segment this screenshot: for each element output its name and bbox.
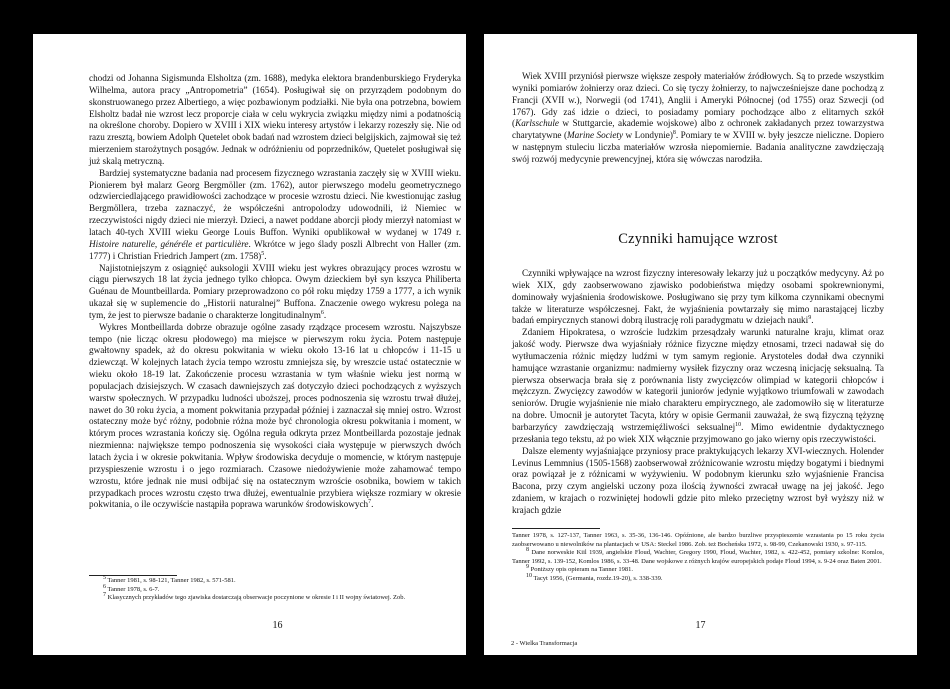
paragraph: Zdaniem Hipokratesa, o wzroście ludzkim przesądzały warunki naturalne kraju, klimat oraz jakość wody. Pierwsze dwa wyjaśniały różnice fizyczne między etnosami, trzeci nadawał się do wytłumaczenia różnic między ludźmi w tym samym regionie. Arystoteles dodał dwa czynniki hamujące wzrastanie organizmu: nadmierny wysiłek fizyczny oraz wczesną inicjację seksualną. Ta pierwsza obserwacja brała się z porównania listy zwycięzców olimpiad w kategorii chłopców i mężczyzn. Zwycięzcy zawodów w kategorii juniorów jedynie wyjątkowo triumfowali w zawodach seniorów. Drugie wyjaśnienie nie miało charakteru empirycznego, ale zadomowiło się w literaturze na dobre. Umocnił je autorytet Tacyta, który w opisie Germanii zauważał, że swą fizyczną tężyznę barbarzyńcy zawdzięczają wstrzemięźliwości seksualnej$^{10}$. Mimo ewidentnie dydaktycznego przesłania tego tekstu, aż po wiek XIX włącznie przyjmowano go jako wierny opis rzeczywistości. <box>512 327 884 444</box>
left-footnotes <box>89 574 461 603</box>
footnote: $^{10}$ Tacyt 1956, (Germania, rozdz.19-20), s. 338-339. <box>526 572 663 582</box>
page-footer: 2 - Wielka Transformacja <box>511 640 578 647</box>
paragraph: Czynniki wpływające na wzrost fizyczny interesowały lekarzy już u początków medycyny. Aż po wiek XIX, gdy zaobserwowano zjawisko podobieństwa między osobami spokrewnionymi, dominowały wyjaśnienia środowiskowe. Posługiwano się przy tym kilkoma czynnikami obecnymi także w literaturze współczesnej. Fakt, że wyjaśnienia powtarzały się mimo narastającej liczby badań empirycznych stanowi dobrą ilustrację roli paradygmatu w dziejach nauki$^9$. <box>512 268 884 326</box>
paragraph: Bardziej systematyczne badania nad procesem fizycznego wzrastania zaczęły się w XVIII wieku. Pionierem był malarz Georg Bergmöller (zm. 1762), autor pierwszego modelu geometrycznego odzwierciedlającego prawidłowości zachodzące w procesie wzrostu dzieci. Nie kwestionując zasług Bergmöllera, trzeba zaznaczyć, że współcześni antropolodzy udowodnili, iż Niemiec w rzeczywistości nigdy dzieci nie mierzył. Dzieci, a nawet poddane aborcji płody mierzył natomiast w latach 40-tych XVIII wieku George Louis Buffon. Wyniki opublikował w wydanej w 1749 r. Histoire naturelle, généréle et particulière. Wkrótce w jego ślady poszli Albrecht von Haller (zm. 1777) i Christian Friedrich Jampert (zm. 1758)$^5$. <box>89 167 461 261</box>
footnote-divider <box>512 528 600 529</box>
page-number: 16 <box>272 620 283 631</box>
footnote-ref[interactable]: 5 <box>261 250 265 257</box>
right-intro-text <box>512 71 884 166</box>
right-page <box>484 34 917 655</box>
footnote: $^6$ Tanner 1978, s. 6-7. <box>103 583 160 593</box>
paragraph: Wykres Montbeillarda dobrze obrazuje ogólne zasady rządzące procesem wzrostu. Najszybsze tempo (nie licząc okresu płodowego) ma miejsce w pierwszym roku życia. Potem następuje gwałtowny spadek, aż do okresu pokwitania w wieku około 13-16 lat u chłopców i 11-15 u dziewcząt. W kolejnych latach życia tempo wzrostu zmniejsza się, by wreszcie ustać ostatecznie w wieku około 18-19 lat. Zakończenie procesu wzrastania w tym właśnie wieku jest normą w populacjach dzisiejszych. W czasach dawniejszych zaś dotyczyło dzieci pochodzących z wyższych warstw społecznych. W przypadku ludności uboższej, proces podnoszenia się wzrostu trwał dłużej, nawet do 30 roku życia, a moment pokwitania przypadał później i zaznaczał się mniej ostro. Wzrost ostateczny może być różny, podobnie różna może być chronologia okresu pokwitania i moment, w którym proces wzrastania kończy się. Ogólna reguła odkryta przez Montbeillarda pozostaje jednak niezmienna: największe tempo podnoszenia się wysokości ciała występuje w pierwszych dwóch latach życia i w okresie pokwitania. Wpływ środowiska decyduje o momencie, w którym następuje przyspieszenie wzrostu i o jego rozmiarach. Czasowe niedożywienie może zahamować tempo wzrostu, które jednak nie musi odbijać się na ostatecznym wzroście osobnika, bowiem w takich przypadkach proces wzrostu często trwa dłużej, ewentualnie przybiera większe rozmiary w okresie pokwitania, o ile oczywiście nastąpiła poprawa warunków środowiskowych$^7$. <box>89 321 461 510</box>
paragraph: chodzi od Johanna Sigismunda Elsholtza (zm. 1688), medyka elektora brandenburskiego Fryderyka Wilhelma, autora pracy „Antropometria” (1654). Posługiwał się on przyrządem podobnym do skonstruowanego przez Albertiego, a więc pozbawionym podziałki. Nie była ona potrzebna, bowiem Elsholtz badał nie wzrost lecz proporcje ciała w celu wykrycia związku między nimi a podatnością na określone choroby. Dopiero w XVIII i XIX wieku interesy artystów i lekarzy rozeszły się. Nie od razu zresztą, bowiem Adolph Quetelet obok badań nad wzrostem dzieci belgijskich, zajmował się też mierzeniem starożytnych posągów. Jednak w odróżnieniu od poprzedników, Quetelet posługiwał się już skalą metryczną. <box>89 73 461 166</box>
section-heading: Czynniki hamujące wzrost <box>618 231 778 247</box>
left-page <box>33 34 466 655</box>
footnote-ref[interactable]: 7 <box>368 499 372 506</box>
right-footnotes <box>512 532 884 584</box>
footnote: $^8$ Dane norweskie Kiil 1939, angielskie Floud, Wachter, Gregory 1990, Floud, Wachter, 1982, s. 422-452, pomiary szkolne: Komlos, Tanner 1992, s. 139-152, Komlos 1986, s. 33-48. Dane wojskowe z różnych krajów europejskich podaje Floud 1994, s. 9-24 oraz Baten 2001. <box>512 547 884 565</box>
footnote-ref[interactable]: 10 <box>735 421 742 428</box>
footnote-ref[interactable]: 6 <box>320 309 324 316</box>
paragraph: Najistotniejszym z osiągnięć auksologii XVIII wieku jest wykres obrazujący proces wzrostu w ciągu pierwszych 18 lat życia jednego tylko chłopca. Owym dzieckiem był syn kszyca Philiberta Guénau de Mountbeillarda. Pomiary przeprowadzono co pół roku między 1759 a 1777, a ich wynik ukazał się w suplemencie do „Historii naturalnej” Buffona. Znaczenie owego wykresu polega na tym, że jest to pierwsze badanie o charakterze longitudinalnym$^6$. <box>89 262 461 320</box>
footnote-ref[interactable]: 8 <box>672 130 676 137</box>
footnote: $^7$ Klasycznych przykładów tego zjawiska dostarczają obserwacje poczynione w okresie I i II wojny światowej. Zob. <box>103 592 406 602</box>
right-body-text <box>512 268 884 517</box>
page-number: 17 <box>695 620 706 631</box>
left-body-text <box>89 73 461 511</box>
paragraph: Dalsze elementy wyjaśniające przyniosy prace praktykujących lekarzy XVI-wiecznych. Holender Levinus Lemmnius (1505-1568) zaobserwował zróżnicowanie wzrostu między bogatymi i biednymi oraz powiązał je z różnicami w wyżywieniu. W podobnym kierunku szło wyjaśnienie Francisa Bacona, przy czym angielski uczony poza ilością żywności zwracał uwagę na jej jakość. Jego zdaniem, w krajach o rozwiniętej hodowli gdzie pito mleko przeciętny wzrost był wyższy niż w krajach gdzie <box>512 445 884 515</box>
book-title: Histoire naturelle, généréle et particulière <box>89 238 249 249</box>
footnote-ref[interactable]: 9 <box>808 315 812 322</box>
paragraph: Wiek XVIII przyniósł pierwsze większe zespoły materiałów źródłowych. Są to przede wszystkim wyniki pomiarów żołnierzy oraz dzieci. Co się tyczy żołnierzy, to najwcześniejsze dane pochodzą z Francji (XVII w.), Norwegii (od 1741), Anglii i Ameryki Północnej (od 1755) oraz Szwecji (od 1767). Gdy zaś idzie o dzieci, to posiadamy pomiary pochodzące albo z elitarnych szkół (Karlsschule w Stuttgarcie, akademie wojskowe) albo z ochronek zakładanych przez towarzystwa charytatywne (Marine Society w Londynie)$^8$. Pomiary te w XVIII w. były jeszcze nieliczne. Dopiero w następnym stuleciu liczba materiałów wzrosła niepomiernie. Badania analityczne zawdzięczają swój rozwój medycynie prewencyjnej, która się wówczas narodziła. <box>512 71 885 164</box>
footnote: $^5$ Tanner 1981, s. 98-121, Tanner 1982, s. 571-581. <box>103 574 236 584</box>
footnote-continued: Tanner 1978, s. 127-137, Tanner 1963, s. 35-36, 136-146. Opóźnione, ale bardzo burzliwe przyspieszenie wzrastania po 15 roku życia zaobserwowano u niewolników na plantacjach w USA: Steckel 1986. Zob. też Bocheńska 1972, s. 98-99, Czekanowski 1930, s. 97-115. <box>512 532 884 548</box>
footnote: $^9$ Poniższy opis opieram na Tanner 1981. <box>526 564 633 574</box>
